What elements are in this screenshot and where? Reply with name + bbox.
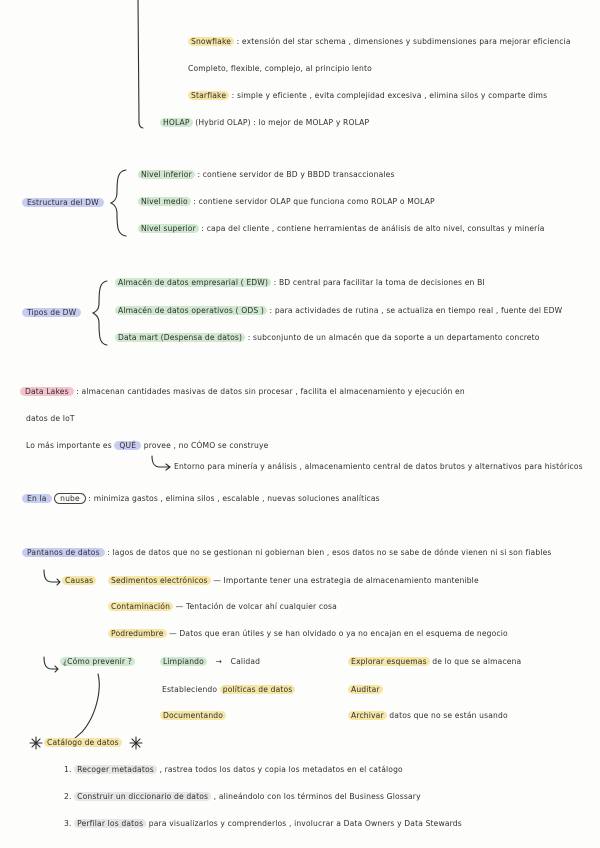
tipos-item-term: Almacén de datos empresarial ( EDW) xyxy=(115,278,271,287)
estructura-title xyxy=(22,197,104,209)
estructura-item-desc: : capa del cliente , contiene herramientas de análisis de alto nivel, consultas y minería xyxy=(201,224,545,233)
tipos-item xyxy=(115,277,485,289)
catalogo-item-num: 2. xyxy=(64,792,72,801)
tipos-item xyxy=(115,305,562,317)
tipos-title-label: Tipos de DW xyxy=(22,308,81,317)
estructura-title-label: Estructura del DW xyxy=(22,198,104,207)
limpiando-term: Limpiando xyxy=(160,657,207,666)
tipos-title xyxy=(22,307,81,319)
pantanos-title: Pantanos de datos xyxy=(22,548,105,557)
cloud-icon: nube xyxy=(54,493,86,504)
catalogo-item-num: 1. xyxy=(64,765,72,774)
causa-desc: — Importante tener una estrategia de almacenamiento mantenible xyxy=(213,576,479,585)
catalogo-item-term: Perfilar los datos xyxy=(74,819,146,828)
prevenir-to-catalogo-line xyxy=(74,674,99,739)
snowflake-extra: Completo, flexible, complejo, al principio lento xyxy=(188,64,372,73)
pantanos-line xyxy=(22,547,552,559)
causa-item xyxy=(108,601,337,613)
entorno-arrow xyxy=(152,456,170,467)
holap-line xyxy=(160,117,369,129)
auditar-term: Auditar xyxy=(348,685,383,694)
causas-arrow-head xyxy=(57,579,60,585)
estableciendo-term: Estableciendo xyxy=(162,685,218,694)
tipos-item-desc: : subconjunto de un almacén que da soporte a un departamento concreto xyxy=(247,333,540,342)
holap-term: HOLAP xyxy=(160,118,193,127)
estructura-item-term: Nivel medio xyxy=(138,197,191,206)
snowflake-term: Snowflake xyxy=(188,37,234,46)
tipos-item xyxy=(115,332,540,344)
catalogo-title xyxy=(44,737,122,749)
entorno-arrow-head xyxy=(166,464,170,470)
prevenir-arrow xyxy=(44,657,58,669)
catalogo-item-desc: , alineándolo con los términos del Business Glossary xyxy=(213,792,421,801)
prevenir-explorar xyxy=(348,656,521,668)
holap-desc: (Hybrid OLAP) : lo mejor de MOLAP y ROLAP xyxy=(195,118,370,127)
prevenir-archivar xyxy=(348,710,508,722)
starflake-desc: : simple y eficiente , evita complejidad excesiva , elimina silos y comparte dims xyxy=(231,91,548,100)
estructura-item-term: Nivel superior xyxy=(138,224,199,233)
important-suffix: provee , no CÓMO se construye xyxy=(143,441,269,450)
estructura-item-desc: : contiene servidor de BD y BBDD transaccionales xyxy=(197,170,395,179)
catalogo-title-label: Catálogo de datos xyxy=(44,738,122,747)
catalogo-item-desc: , rastrea todos los datos y copia los metadatos en el catálogo xyxy=(159,765,403,774)
causa-item xyxy=(108,628,508,640)
starflake-line xyxy=(188,90,547,102)
causas-label-text: Causas xyxy=(62,576,96,585)
causas-arrow xyxy=(44,570,60,582)
nube-prefix: En la xyxy=(22,494,52,503)
olap-bracket-line xyxy=(138,0,143,128)
snowflake-desc: : extensión del star schema , dimensiones y subdimensiones para mejorar eficiencia xyxy=(236,37,571,46)
calidad-term: Calidad xyxy=(230,657,261,666)
causas-label xyxy=(62,575,96,587)
sparkle-left-icon xyxy=(30,737,42,749)
catalogo-item-term: Construir un diccionario de datos xyxy=(74,792,211,801)
datalakes-title: Data Lakes xyxy=(20,387,74,396)
datalakes-line xyxy=(20,386,465,398)
important-que: QUÉ xyxy=(114,441,141,450)
prevenir-limpiando xyxy=(160,656,260,668)
estructura-item xyxy=(138,169,395,181)
causa-desc: — Tentación de volcar ahí cualquier cosa xyxy=(175,602,337,611)
catalogo-item xyxy=(64,791,421,803)
datalakes-important xyxy=(26,440,268,452)
estructura-item xyxy=(138,223,545,235)
explorar-desc: de lo que se almacena xyxy=(432,657,522,666)
causa-item xyxy=(108,575,479,587)
pantanos-desc: : lagos de datos que no se gestionan ni gobiernan bien , esos datos no se sabe de dónde vienen ni si son fiables xyxy=(107,548,552,557)
documentando-term: Documentando xyxy=(160,711,226,720)
prevenir-label-text: ¿Cómo prevenir ? xyxy=(60,657,135,666)
tipos-item-desc: : BD central para facilitar la toma de decisiones en BI xyxy=(273,278,485,287)
estructura-brace xyxy=(111,170,126,236)
tipos-item-desc: : para actividades de rutina , se actualiza en tiempo real , fuente del EDW xyxy=(269,306,563,315)
tipos-brace xyxy=(93,281,107,345)
catalogo-item-num: 3. xyxy=(64,819,72,828)
tipos-item-term: Data mart (Despensa de datos) xyxy=(115,333,245,342)
datalakes-desc-2: datos de IoT xyxy=(26,414,75,423)
catalogo-item xyxy=(64,818,462,830)
archivar-desc: datos que no se están usando xyxy=(389,711,508,720)
estructura-item-desc: : contiene servidor OLAP que funciona como ROLAP o MOLAP xyxy=(193,197,435,206)
causa-desc: — Datos que eran útiles y se han olvidado o ya no encajan en el esquema de negocio xyxy=(169,629,508,638)
prevenir-documentando xyxy=(160,710,226,722)
starflake-term: Starflake xyxy=(188,91,229,100)
tipos-item-term: Almacén de datos operativos ( ODS ) xyxy=(115,306,267,315)
prevenir-label xyxy=(60,656,135,668)
datalakes-desc: : almacenan cantidades masivas de datos sin procesar , facilita el almacenamiento y ejecución en xyxy=(76,387,465,396)
causa-term: Sedimentos electrónicos xyxy=(108,576,211,585)
arrow-right-icon: → xyxy=(215,657,223,666)
catalogo-item xyxy=(64,764,403,776)
datalakes-entorno: Entorno para minería y análisis , almacenamiento central de datos brutos y alternativos para históricos xyxy=(174,462,583,471)
nube-desc: : minimiza gastos , elimina silos , escalable , nuevas soluciones analíticas xyxy=(88,494,380,503)
causa-term: Contaminación xyxy=(108,602,173,611)
estructura-item-term: Nivel inferior xyxy=(138,170,195,179)
prevenir-arrow-head xyxy=(55,666,58,672)
explorar-term: Explorar esquemas xyxy=(348,657,430,666)
catalogo-item-desc: para visualizarlos y comprenderlos , involucrar a Data Owners y Data Stewards xyxy=(148,819,462,828)
archivar-term: Archivar xyxy=(348,711,387,720)
politicas-term: políticas de datos xyxy=(220,685,296,694)
sparkle-right-icon xyxy=(130,737,142,749)
prevenir-auditar xyxy=(348,684,383,696)
snowflake-line xyxy=(188,36,571,48)
nube-line xyxy=(22,493,380,505)
prevenir-estableciendo xyxy=(162,684,295,696)
catalogo-item-term: Recoger metadatos xyxy=(74,765,157,774)
causa-term: Podredumbre xyxy=(108,629,167,638)
important-prefix: Lo más importante es xyxy=(26,441,112,450)
estructura-item xyxy=(138,196,435,208)
